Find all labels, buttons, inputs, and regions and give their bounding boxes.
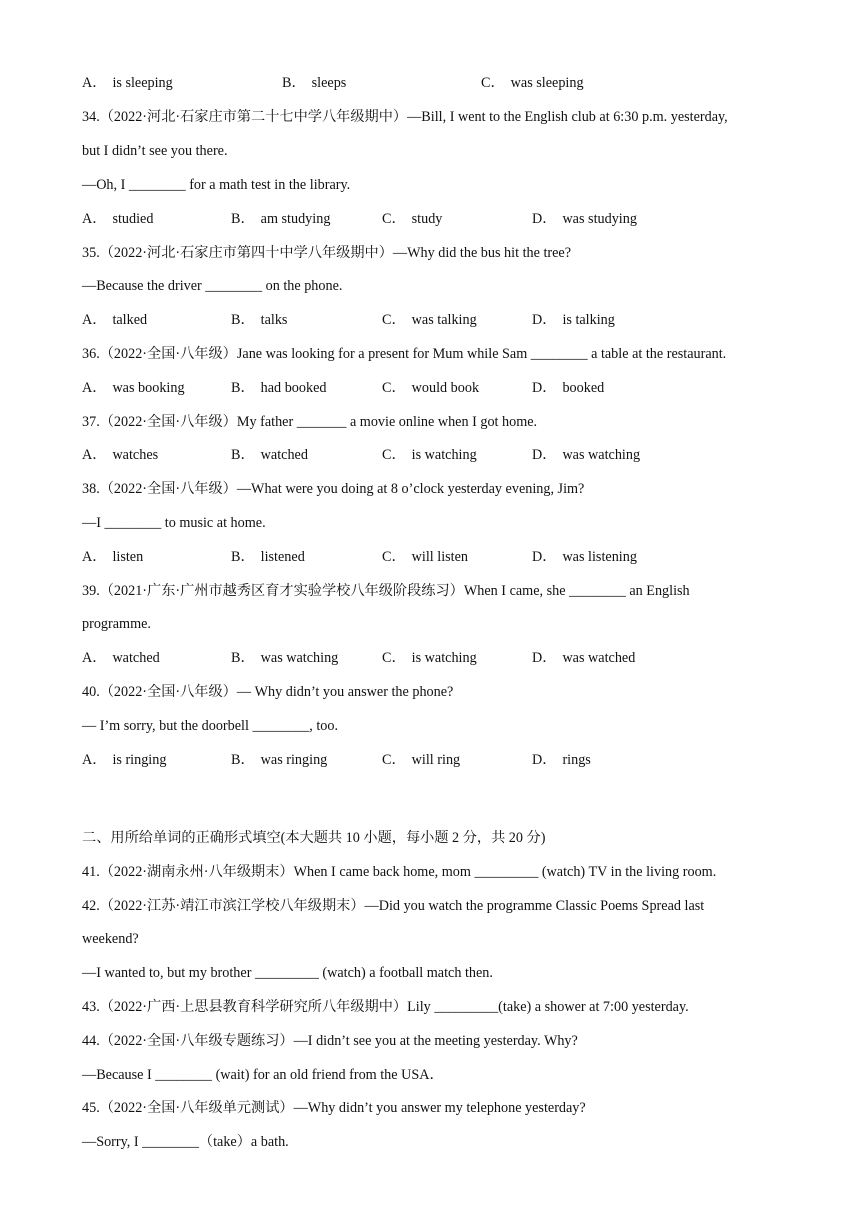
question-39: 39.（2021·广东·广州市越秀区育才实验学校八年级阶段练习）When I came, she ________ an English (82, 583, 690, 599)
option-c: C． would book (382, 380, 480, 396)
option-a: A． is ringing (82, 752, 167, 768)
option-b: B． talks (231, 312, 288, 328)
option-b: B． was ringing (231, 752, 328, 768)
option-d: D． booked (532, 380, 605, 396)
question-35: 35.（2022·河北·石家庄市第四十中学八年级期中）—Why did the bus hit the tree? (82, 245, 572, 261)
option-d: D． was studying (532, 211, 637, 227)
options-q35 (82, 311, 782, 329)
option-d: D． rings (532, 752, 591, 768)
question-37: 37.（2022·全国·八年级）My father _______ a movie online when I got home. (82, 414, 538, 430)
question-44-reply: —Because I ________ (wait) for an old friend from the USA． (82, 1067, 444, 1083)
option-d: D． is talking (532, 312, 615, 328)
section-heading: 二、用所给单词的正确形式填空(本大题共 10 小题，每小题 2 分，共 20 分) (82, 830, 546, 846)
question-42: 42.（2022·江苏·靖江市滨江学校八年级期末）—Did you watch the programme Classic Poems Spread last (82, 898, 705, 914)
question-38-reply: —I ________ to music at home. (82, 515, 266, 531)
option-c: C． study (382, 211, 443, 227)
option-d: D． was listening (532, 549, 637, 565)
question-43: 43.（2022·广西·上思县教育科学研究所八年级期中）Lily _________(take) a shower at 7:00 yesterday. (82, 999, 689, 1015)
option-d: D． was watched (532, 650, 636, 666)
question-38: 38.（2022·全国·八年级）—What were you doing at 8 o’clock yesterday evening, Jim? (82, 481, 585, 497)
question-40: 40.（2022·全国·八年级）— Why didn’t you answer the phone? (82, 684, 454, 700)
question-40-reply: — I’m sorry, but the doorbell ________, too. (82, 718, 338, 734)
option-c: C． was sleeping (481, 75, 584, 91)
question-39-cont: programme. (82, 616, 151, 632)
option-a: A． was booking (82, 380, 185, 396)
option-a: A． is sleeping (82, 75, 173, 91)
question-42-reply: —I wanted to, but my brother _________ (watch) a football match then. (82, 965, 493, 981)
option-c: C． was talking (382, 312, 477, 328)
question-44: 44.（2022·全国·八年级专题练习）—I didn’t see you at the meeting yesterday. Why? (82, 1033, 578, 1049)
option-c: C． is watching (382, 650, 477, 666)
question-36: 36.（2022·全国·八年级）Jane was looking for a present for Mum while Sam ________ a table at the restaurant. (82, 346, 727, 362)
option-b: B． am studying (231, 211, 331, 227)
question-34-reply: —Oh, I ________ for a math test in the library. (82, 177, 351, 193)
question-34: 34.（2022·河北·石家庄市第二十七中学八年级期中）—Bill, I went to the English club at 6:30 p.m. yesterday, (82, 109, 728, 125)
options-q36 (82, 379, 782, 397)
options-q38 (82, 548, 782, 566)
question-45: 45.（2022·全国·八年级单元测试）—Why didn’t you answer my telephone yesterday? (82, 1100, 586, 1116)
question-34-cont: but I didn’t see you there. (82, 143, 228, 159)
option-a: A． listen (82, 549, 144, 565)
question-42-cont: weekend? (82, 931, 139, 947)
option-c: C． will ring (382, 752, 461, 768)
option-b: B． listened (231, 549, 305, 565)
option-b: B． was watching (231, 650, 339, 666)
option-b: B． had booked (231, 380, 327, 396)
options-q34 (82, 210, 782, 228)
question-41: 41.（2022·湖南永州·八年级期末）When I came back home, mom _________ (watch) TV in the living room. (82, 864, 717, 880)
option-a: A． watches (82, 447, 159, 463)
options-q39 (82, 649, 782, 667)
option-d: D． was watching (532, 447, 641, 463)
option-a: A． watched (82, 650, 160, 666)
question-45-reply: —Sorry, I ________（take）a bath. (82, 1134, 289, 1150)
question-35-reply: —Because the driver ________ on the phone. (82, 278, 343, 294)
options-q37 (82, 446, 782, 464)
option-c: C． will listen (382, 549, 469, 565)
options-q33 (82, 74, 782, 92)
options-q40 (82, 751, 782, 769)
option-c: C． is watching (382, 447, 477, 463)
option-a: A． studied (82, 211, 154, 227)
option-a: A． talked (82, 312, 148, 328)
option-b: B． sleeps (282, 75, 347, 91)
option-b: B． watched (231, 447, 308, 463)
